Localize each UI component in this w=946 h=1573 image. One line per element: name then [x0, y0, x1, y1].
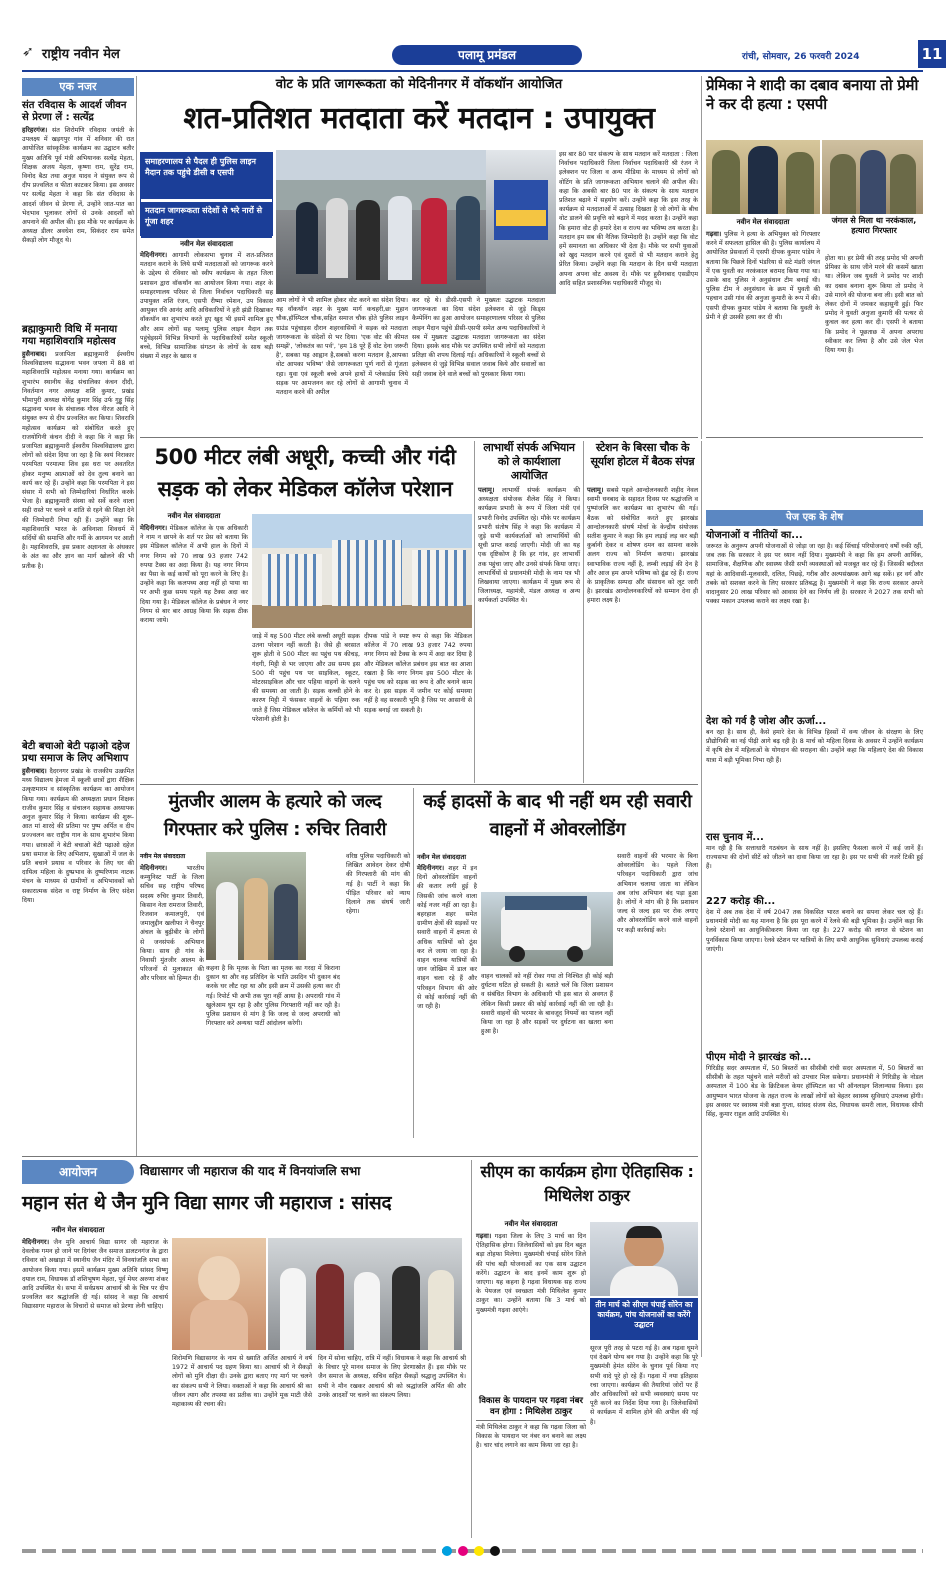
road-divider: [474, 441, 475, 783]
minister-photo: [590, 1222, 698, 1296]
rest-body-3: मान रही है कि सत्ताधारी गठबंधन के साथ नहीं है। इसलिए फैसला करने में कई जानें हैं। राज्यसभा की दोनों सीटें को जीतने का दावा किया जा रहा है। इस पर सभी की नजरें टिकी हुई हैं।: [706, 845, 923, 871]
murder-photo: [206, 852, 306, 960]
lead-headline: शत-प्रतिशत मतदाता करें मतदान : उपायुक्त: [183, 101, 655, 136]
overload-headline: कई हादसों के बाद भी नहीं थम रही सवारी वाहनों में ओवरलोडिंग: [423, 791, 692, 840]
section-label: पलामू प्रमंडल: [392, 45, 582, 65]
rest-body-5: गिरिडीह सदर अस्पताल में, 50 बिस्तरों का सीसीबी रांची सदर अस्पताल में, 50 बिस्तरों का सीसीबी के तहत पहुंचने वाले मरीजों को उपचार मिल सकेगा। प्रधानमंत्री ने गिरिडीह के नोडल अस्पताल में 100 बेड के क्रिटिकल केयर हॉस्पिटल का भी ऑनलाइन शिलान्यास किया। इस आयुष्मान भारत योजना के तहत राज्य के लाखों लोगों को बेहतर स्वास्थ्य सुविधाएं उपलब्ध होंगी। इस अवसर पर स्वास्थ्य मंत्री बन्ना गुप्ता, सांसद संजय सेठ, विधायक समरी लाल, विधायक सीपी सिंह, कुमार राहुल आदि उपस्थित थे।: [706, 1065, 923, 1119]
murder-col-3: वरिष्ठ पुलिस पदाधिकारी को लिखित आवेदन देकर दोषी की गिरफ्तारी की मांग की गई है। पार्टी ने कहा कि पीड़ित परिवार को न्याय दिलाने तक संघर्ष जारी रहेगा।: [346, 853, 410, 916]
labharthi-divider: [583, 441, 584, 783]
page-one-rest: [706, 510, 923, 1400]
print-registration-bar: [22, 1546, 923, 1556]
murder-col-1: मेदिनीनगर। भारतीय कम्युनिस्ट पार्टी के जिला सचिव सह राष्ट्रीय परिषद सदस्य रुचिर कुमार तिवारी, किसान नेता रामराज तिवारी, रिजवान कमालपुरी, एवं जमालुद्दीन खलीफा ने चैनपुर अंचल के बुढ़ीबीर के लोगों से जनसंपर्क अभियान किया। साथ ही गांव के निवासी मुंतजीर आलम के परिजनों से मुलाकात की और परिवार को हिम्मत दी।: [140, 864, 204, 983]
rest-headline-2: देश को गर्व है जोश और ऊर्जा...: [706, 716, 827, 727]
aayojan-col-3: दिन में सोना चाहिए, रात्रि में नहीं। विधायक ने कहा कि आचार्य श्री के विचार पूरे मानव समाज के लिए प्रेरणास्रोत हैं। इस मौके पर जैन समाज के अध्यक्ष, सचिव सहित सैकड़ों श्रद्धालु उपस्थित थे। सभी ने मौन रखकर आचार्य श्री को श्रद्धांजलि अर्पित की और उनके आदर्शों पर चलने का संकल्प लिया।: [318, 1355, 466, 1399]
overloaded-vehicle-photo: [481, 892, 613, 966]
lead-col-4: इस बार 80 पार संकल्प के साथ मतदान करें मतदाता : जिला निर्वाचन पदाधिकारी जिला निर्वाचन पदाधिकारी श्री रंजन ने इलेक्शन पर जिला व अन्य मीडिया के माध्यम से लोगों को वोटिंग के प्रति जागरूकता अभियान चलाने की अपील की। कहा कि अबकी बार 80 पार के संकल्प के साथ मतदान प्रतिशत बढ़ाने में सहयोग करें। उन्होंने कहा कि इस तरह के कार्यक्रम से मतदाताओं में उत्साह दिखता है जो लोगों के बीच वोट डालने की प्रवृत्ति को बढ़ाने में मदद करता है। उन्होंने कहा कि हमारा वोट ही हमारे देश व राज्य का भविष्य तय करता है। मतदान हम सब की नैतिक जिम्मेदारी है। उन्होंने कहा कि वोट हमें समानता का अधिकार भी देता है। मौके पर सभी युवाओं को खुद मतदान करने एवं दूसरों से भी मतदान कराने हेतु प्रेरित किया। उन्होंने कहा कि मतदान के दिन सभी मतदाता अपना अपना वोट अवश्य दें। मौके पर हुसैनाबाद एसडीएम आदि सहित प्रशासनिक पदाधिकारी मौजूद थे।: [559, 151, 698, 287]
road-col-1: मेदिनीनगर। मेडिकल कॉलेज के एक अधिकारी ने नाम न छापने के शर्त पर प्रेस को बताया कि इस मेडिकल कॉलेज में अभी हाल के दिनों में नगर निगम को 70 लाख 93 हजार 742 रुपया टैक्स का अदा किया है। यह नगर निगम का पैसा के कई कार्यों को पूरा करने के लिए है। उन्होंने कहा कि कलपथ्य अदा नहीं हो पाया था पर अभी कुछ समय पहले यह टैक्स अदा कर दिया गया है। मेडिकल कॉलेज के प्रबंधन ने नगर निगम से बार बार आग्रह किया कि सड़क ठीक कराया जाये।: [140, 524, 248, 625]
sidebar-headline-1: संत रविदास के आदर्श जीवन से प्रेरणा लें : सत्येंद्र: [22, 100, 127, 123]
overload-col-3: सवारी वाहनों की भरमार के बिना ओवरलोडिंग के। पहले जिला परिवहन पदाधिकारी द्वारा जांच अभियान चलाया जाता था लेकिन अब जांच अभियान बंद पड़ा हुआ है। लोगों ने मांग की है कि प्रशासन जल्द से जल्द इस पर रोक लगाए और ओवरलोडिंग करने वाले वाहनों पर कड़ी कार्रवाई करे।: [617, 853, 698, 934]
page-one-rest-divider: [701, 441, 702, 1357]
right-story-caption: जंगल से मिला था नरकंकाल, हत्यारा गिरफ्तार: [831, 216, 917, 235]
right-story-col-2: होता था। हर प्रेमी की तरह प्रमोद भी अपनी प्रेमिका के साथ जीने मरने की कसमें खाता था। लेकिन जब युवती ने प्रमोद पर शादी का दबाव बनाना शुरू किया तो प्रमोद ने उसे मारने की योजना बना ली। इसी बात को लेकर दोनों में जमकर कहासुनी हुई। फिर प्रमोद ने युवती अनुजा कुमारी की पत्थर से कुचल कर हत्या कर दी। एसपी ने बताया कि प्रमोद ने पूछताछ में अपना अपराध स्वीकार कर लिया है और उसे जेल भेज दिया गया है।: [825, 255, 924, 355]
dateline: रांची, सोमवार, 26 फरवरी 2024: [742, 52, 860, 62]
lead-right-divider: [701, 76, 702, 439]
road-headline: 500 मीटर लंबी अधूरी, कच्ची और गंदी सड़क को लेकर मेडिकल कॉलेज परेशान: [154, 445, 456, 501]
aayojan-label: आयोजन: [22, 1160, 134, 1184]
sidebar-body-2: हुसैनाबाद। प्रजापिता ब्रह्माकुमारी ईश्वरीय विश्वविद्यालय सद्भावना भवन जपला में 88 वां महाशिवरात्रि महोत्सव मनाया गया। कार्यक्रम का शुभारंभ स्थानीय केंद्र संचालिका कंचन दीदी, निवर्तमान नगर अध्यक्ष शशि कुमार, प्रखंड भीमापुरी अध्यक्ष योगेंद्र कुमार सिंह उर्फ गुड्डू सिंह सद्भावना भवन के संचालक गौरव नीरज आदि ने संयुक्त रूप से दीप प्रज्वलित कर किया। शिवरात्रि महोत्सव कार्यक्रम को संबोधित करते हुए राजयोगिनी कंचन दीदी ने कहा कि ने कहा कि प्रजापिता ब्रह्माकुमारी ईश्वरीय विश्वविद्यालय द्वारा लोगों को संदेश दिया जा रहा है कि स्वयं निराकार परमपिता परमात्मा शिव इस धरा पर अवतरित होकर मनुष्य आत्माओं को देव तुल्य बनाने का कार्य कर रहे हैं। उन्होंने कहा कि परमपिता ने इस संसार में सभी को जिम्मेदारियां निर्धारित करके भेजा है। ब्रह्माकुमारी संस्था को सर्वे करने वाला सही रास्ते पर चलने व शांति से रहने की शिक्षा देने की जिम्मेदारी निभा रही हैं। उन्होंने कहा कि महाशिवरात्रि भारत के अविनाशा शिवधर्म में सर्दियों की समाप्ति और गर्मी के आगमन पर आती है। महाशिवरात्रि, इस प्रकार अज्ञानता के अंधकार के अंत का और ज्ञान का मार्ग खोलने की भी प्रतीक है।: [22, 350, 134, 570]
brand-logo: [22, 42, 172, 64]
lead-bottom-rule: [140, 437, 698, 438]
masthead-rule: [22, 70, 923, 72]
station-body: पलामू। सबसे पहले आन्दोलनकारी शहीद नेवल स्वामी धनबाद के सहादत दिवस पर श्रद्धांजलि व पुष्पांजलि कर कार्यक्रम का शुभारंभ की गई। बैठक को संबोधित करते हुए झारखंड आन्दोलनकारी संघर्ष मोर्चा के केन्द्रीय संयोजक सतीश कुमार ने कहा कि हम लड़ाई लड़ कर बड़ी कुर्बानी देकर व शोषण दमन का सामना करके अलग राज्य को निर्माण कराया। झारखंड स्वाभाविक राज्य नहीं है, लम्बी लड़ाई की देन है और आज हम अपने भविष्य को ढूंढ रहे हैं। राज्य के प्राकृतिक सम्पदा और संसाधन को लूट जारी है। झारखंड आन्दोलनकारियों को सम्मान देना ही हमारा लक्ष्य है।: [587, 486, 698, 605]
overload-byline: नवीन मेल संवाददाता: [417, 853, 466, 861]
rest-headline-1: योजनाओं व नीतियों का...: [706, 530, 803, 541]
page-one-rest-header: पेज एक के शेष: [706, 510, 923, 526]
right-story-byline: नवीन मेल संवाददाता: [736, 218, 790, 226]
aayojan-byline: नवीन मेल संवाददाता: [51, 1226, 105, 1234]
cm-box: [476, 1396, 586, 1532]
sidebar-body-3: हुसैनाबाद। दैदरनगर प्रखंड के राजकीय उत्क्रमित मध्य विद्यालय हेमजा में स्कूली छात्रों द्वारा शैक्षिक उत्कृष्टमारम व सांस्कृतिक कार्यक्रम का आयोजन किया गया। कार्यक्रम की अध्यक्षता प्रधान शिक्षक राजीव कुमार सिंह व संचालन सहायक अध्यापक अनुज कुमार सिंह ने किया। कार्यक्रम की शुरू-आत मां शारदे की प्रतिमा पर पुष्प अर्पित व दीप प्रज्ज्वलन कर राष्ट्रीय गान के साथ शुभारंभ किया गया। छात्राओं ने बेटी बचाओ बेटी पढ़ाओ दहेज प्रथा समाज के लिए अभिशाप, सुखाओं में जल के प्रति बचाने प्रयास व परिवार के लिए घर की दायित्व महिला के दुष्प्रभाव के दुष्परिणाम नाटक मंचन के माध्यम से ग्रामीणों व अभिभावकों को सकारात्मक संदेश व राष्ट्र निर्माण के लिए संदेश दिया।: [22, 767, 134, 904]
labharthi-body: पलामू। लाभार्थी संपर्क कार्यक्रम की अध्यक्षता संयोजक शैलेश सिंह ने किया। कार्यक्रम प्रभारी के रूप में जिला मंत्री एवं प्रभारी विनोद उपस्थित रहे। मौके पर कार्यक्रम प्रभारी संतोष सिंह ने कहा कि कार्यक्रम में जुड़े सभी कार्यकर्ताओं को लाभार्थियों की सूची प्राप्त कराई जाएगी। मोदी जी का यह एक दृष्टिकोण है कि हर गांव, हर लाभार्थी तक पहुंचा जाए और उनसे संपर्क किया जाए। लाभार्थियों से प्रधानमंत्री मोदी के नाम पत्र भी लिखवाया जाएगा। कार्यक्रम में मुख्य रूप से जिलाध्यक्ष, महामंत्री, मंडल अध्यक्ष व अन्य कार्यकर्ता उपस्थित थे।: [478, 486, 580, 605]
right-story-rule: [706, 437, 923, 438]
aayojan-portrait-photo: [172, 1238, 266, 1350]
row2-rule: [140, 784, 698, 785]
aayojan-col-2: शिरोमणि विद्यासागर के नाम से ख्याति अर्जित आचार्य ने वर्ष 1972 में आचार्य पद ग्रहण किया था। आचार्य श्री ने सैकड़ों लोगों को मुनि दीक्षा दी। उनके द्वारा बताए गए मार्ग पर चलने का संकल्प सभी ने लिया। वक्ताओं ने कहा कि आचार्य श्री का जीवन त्याग और तपस्या का प्रतीक था। उन्होंने मूक माटी जैसे महाकाव्य की रचना की।: [172, 1355, 312, 1409]
sidebar-ek-nazar: [22, 78, 134, 1152]
cm-box-body: मंत्री मिथिलेश ठाकुर ने कहा कि गढ़वा जिला को विकास के पायदान पर नंबर वन बनाने का लक्ष्य है। चार चांद लगाने का काम किया जा रहा है।: [476, 1424, 586, 1450]
cm-box-title: विकास के पायदान पर गढ़वा नंबर वन होगा : मिथिलेश ठाकुर: [476, 1396, 586, 1421]
sidebar-headline-2: ब्रह्माकुमारी विधि में मनाया गया महाशिवरात्रि महोत्सव: [22, 324, 118, 347]
rest-headline-5: पीएम मोदी ने झारखंड को...: [706, 1052, 812, 1063]
page-number: 11: [918, 40, 946, 68]
station-headline: स्टेशन के बिरसा चौक के सूर्याश होटल में बैठक संपन्न: [590, 441, 695, 468]
lead-col-2: आम लोगों ने भी शामिल होकर वोट करने का संदेश दिया। यह वॉकथॉन शहर के मुख्य मार्ग कचहरी,छः मुहान चौक,हॉस्पिटल चौक,सहित समाज चौक होते पुलिस लाइन ग्राउंड पहुंचाइस दौरान शहरवासियों ने सड़क को मतदाता जागरूकता के संदेशों से भर दिया। 'एक वोट की कीमत समझें', 'लोकतंत्र का पर्व', 'हम 18 पूरे हैं वोट देना जरूरी है', सबका यह आह्वान है,सबको करना मतदान है,आपका वोट आपका भविष्य' जैसे जागरूकता पूर्ण नारों से गूंजता रहा। युवा एवं स्कूली बच्चे अपने हाथों में प्लेकार्डस लिये सड़क पर आमजनन कर रहे लोगों से आगामी चुनाव में मतदान करने की अपील: [276, 297, 408, 397]
road-col-2: जाड़े में यह 500 मीटर लंबे कच्ची अधूरी सड़क उतना परेशान नहीं करती है। जैसे ही बरसात शुरू होती वे 500 मीटर का पहुंच पथ कीचड़, गंदगी, मिट्टी से भर जाएगा और उस समय इस 500 मी पहुंच पथ पर साइकिल, स्कूटर, मोटरसाइकिल और चार पहिया वाहनों के चलने की समस्या आ जाती है। सड़क कच्ची होने के कारण मिट्टी में फंसकर वाहनों के पहिया रुक जाते हैं जिस मेडिकल कॉलेज के कर्मियों को भी परेशानी होती है।: [252, 633, 360, 723]
overload-col-1: मेदिनीनगर। शहर में इन दिनों ओवरलोडिंग वाहनों की कतार लगी हुई है जिसकी जांच करने वाला कोई नजर नहीं आ रहा है। बहरहाल शहर समेत ग्रामीण क्षेत्रों की सड़कों पर सवारी वाहनों में क्षमता से अधिक यात्रियों को ठूंस कर ले जाया जा रहा है। वाहन चालक यात्रियों की जान जोखिम में डाल कर वाहन चला रहे हैं और परिवहन विभाग की ओर से कोई कार्रवाई नहीं की जा रही है।: [417, 864, 477, 1011]
minister-caption: तीन मार्च को सीएम चंपाई सोरेन का कार्यक्रम, पांच योजनाओं का करेंगे उद्घाटन: [590, 1298, 698, 1340]
walkathon-photo-2: [486, 150, 556, 294]
labharthi-headline: लाभार्थी संपर्क अभियान को ले कार्यशाला आयोजित: [483, 441, 575, 482]
right-story-col-1: गढ़वा। पुलिस ने हत्या के अभियुक्त को गिरफ्तार करने में सफलता हासिल की है। पुलिस कार्यालय में आयोजित प्रेसवार्ता में एसपी दीपक कुमार पांडेय ने बताया कि पिछले दिनों भंडरिया से सटे मंडरी जंगल में एक युवती का नरकंकाल बरामद किया गया था। उसके बाद पुलिस ने अनुसंधान टीम बनाई थी। पुलिस टीम ने अनुसंधान के क्रम में युवती की पहचान उसी गांव की अनुजा कुमारी के रूप में की। एसपी दीपक कुमार पांडेय ने बताया कि युवती के प्रेमी ने ही उसकी हत्या कर दी थी।: [706, 230, 820, 321]
lead-subhead-1: समाहरणालय से पैदल ही पुलिस लाइन मैदान तक पहुंचे डीसी व एसपी: [141, 153, 272, 199]
rest-body-1: जरूरत के अनुरूप अपनी योजनाओं से जोड़ा जा रहा है। कई सिंचाई परियोजनाएं वर्षों रुकी रहीं, जब तक कि सरकार ने इस पर ध्यान नहीं दिया। मुख्यमंत्री ने कहा कि हम अपनी आर्थिक, सामाजिक, शैक्षणिक और स्वास्थ्य जैसी सभी व्यवस्थाओं को मजबूत कर रहे हैं। जिसकी बदौलत यहां के आदिवासी-मूलवासी, दलित, पिछड़े, गरीब और अल्पसंख्यक आगे बढ़ सकें। हर वर्ग और तबके को सशक्त करने के लिए सरकार प्रतिबद्ध है। मुख्यमंत्री ने कहा कि राज्य सरकार अपने वादानुसार 20 लाख परिवार को आवास देने का निर्णय ली है। सरकार ने 2027 तक सभी को पक्का मकान उपलब्ध कराने का लक्ष्य रखा है।: [706, 543, 923, 606]
aayojan-headline: महान संत थे जैन मुनि विद्या सागर जी महाराज : सांसद: [22, 1192, 392, 1214]
rest-body-2: बन रहा है। साथ ही, कैसे हमारे देश के विभिन्न हिस्सों में वन्य जीवन के संरक्षण के लिए प्रौद्योगिकी का नई पीढ़ी आगे बढ़ रही है। 8 मार्च को महिला दिवस के अवसर में उन्होंने कार्यक्रम में कृषि क्षेत्र में महिलाओं के योगदान की सराहना की। उन्होंने कहा कि महिलाएं देश की विकास यात्रा में बड़ी भूमिका निभा रही हैं।: [706, 729, 923, 764]
medical-college-photo: [252, 514, 472, 628]
masthead: [22, 40, 943, 68]
aayojan-col-1: मेदिनीनगर। जैन मुनि आचार्य विद्या सागर जी महाराज के देवलोक गमन हो जाने पर दिगंबर जैन समाज डालटनगंज के द्वारा रविवार को अखाड़ा में स्थानीय जैन मंदिर में विनयांजलि सभा का आयोजन किया गया। इसमें कार्यक्रम मुख्य अतिथि सांसद विष्णु दयाल राम, विधायक डॉ शशिभूषण मेहता, पूर्व मेयर अरुणा शंकर आदि उपस्थित थे। सभा में सर्वप्रथम आचार्य श्री के चित्र पर दीप प्रज्वलित कर श्रद्धांजलि दी गई। सांसद ने कहा कि आचार्य विद्यासागर महाराज के विचारों से समाज को प्रेरणा लेनी चाहिए।: [22, 1238, 168, 1311]
murder-byline: नवीन मेल संवाददाता: [140, 853, 186, 860]
sidebar-divider: [136, 76, 137, 1156]
accused-photo: [822, 140, 923, 214]
cm-col-1: गढ़वा। गढ़वा जिला के लिए 3 मार्च का दिन ऐतिहासिक होगा। जिलेवासियों को इस दिन बहुत बड़ा तोहफा मिलेगा। मुख्यमंत्री चंपाई सोरेन जिले की पांच बड़ी योजनाओं का एक साथ उद्घाटन करेंगे। उद्घाटन के बाद इनमें काम शुरू हो जाएगा। यह कहना है गढ़वा विधायक सह राज्य के पेयजल एवं स्वच्छता मंत्री मिथिलेश कुमार ठाकुर का। उन्होंने बताया कि 3 मार्च को मुख्यमंत्री गढ़वा आएंगे।: [476, 1232, 586, 1314]
right-story-headline: प्रेमिका ने शादी का दबाव बनाया तो प्रेमी ने कर दी हत्या : एसपी: [706, 76, 919, 113]
cm-byline: नवीन मेल संवाददाता: [504, 1220, 558, 1228]
murder-col-2: कहना है कि मृतक के पिता का मृतक का गरदा में किराना दुकान था और वह प्रतिदिन के भांति उसदिन भी दुकान बंद करके घर लौट रहा था और इसी क्रम में उसकी हत्या कर दी गई। रिपोर्ट भी अभी तक पूरा नहीं आया है। अपराधी गांव में खुलेआम घूम रहा है और पुलिस गिरफ्तारी नहीं कर रही है। पुलिस प्रशासन से मांग है कि जल्द से जल्द अपराधी को गिरफ्तार करे अन्यथा पार्टी आंदोलन करेगी।: [206, 965, 340, 1028]
police-press-photo: [706, 140, 820, 214]
lead-subhead-2: मतदान जागरूकता संदेशों से भरे नारों से गूंजा शहर: [141, 202, 272, 238]
aayojan-kicker: विद्यासागर जी महाराज की याद में विनयांजलि सभा: [140, 1164, 361, 1178]
lead-col-3: कर रहे थे। डीसी-एसपी ने मुख्यतः उद्घाटक मतदाता जागरूकता का दिया संदेश इलेक्शन से जुड़े किड्स कैम्पेनिंग का हुआ आयोजन समाहरणालय परिसर से पुलिस लाइन मैदान पहुंचे डीसी-एसपी समेत अन्य पदाधिकारियों ने सब में मुख्यतः उद्घाटक मतदाता जागरूकता का संदेश दिया। इसके बाद मौके पर उपस्थित सभी लोगों को मतदाता प्रतिज्ञा की शपथ दिलाई गई। अधिकारियों ने स्कूली बच्चों से इलेक्शन से जुड़े विभिन्न सवाल जवाब किये और सवालों का सही जवाब देने वाले बच्चों को पुरस्कार किया गया।: [412, 297, 545, 378]
brand-name: राष्ट्रीय नवीन मेल: [42, 47, 120, 62]
lead-byline: नवीन मेल संवाददाता: [180, 240, 233, 248]
murder-divider: [413, 788, 414, 1138]
overload-col-2: वाहन चालकों को नहीं रोका गया तो निश्चित ही कोई बड़ी दुर्घटना घटित हो सकती है। बताते चलें कि जिला प्रशासन व संबंधित विभाग के अधिकारी भी इस बात से अवगत हैं लेकिन किसी प्रकार की कोई कार्रवाई नहीं की जा रही है। सवारी वाहनों की भरमार के बावजूद नियमों का पालन नहीं किया जा रहा है और सड़कों पर दुर्घटना का खतरा बना हुआ है।: [481, 973, 613, 1036]
lead-col-1: मेदिनीनगर। आगामी लोकसभा चुनाव में शत-प्रतिशत मतदान कराने के लिये सभी मतदाताओं को जागरूक करने के उद्देश्य से रविवार को स्वीप कार्यक्रम के तहत जिला प्रशासन द्वारा वॉकथॉन का आयोजन किया गया। शहर के समाहरणालय परिसर से जिला निर्वाचन पदाधिकारी सह उपायुक्त शशि रंजन, एसपी रीष्मा रमेशन, उप विकास आयुक्त रवि आनंद आदि अधिकारियों ने हरी झंडी दिखाकर वॉकथॉन का शुभारंभ करते हुए खुद भी इसमें शामिल हुए और आम लोगों सह पलामू पुलिस लाइन मैदान तक पहुंचेइसमें विभिन्न विभागों के पदाधिकारियों समेत स्कूली बच्चे, विभिन्न सामाजिक संगठन के लोगों के साथ बड़ी संख्या में शहर के खास व: [140, 251, 273, 361]
lead-kicker: वोट के प्रति जागरूकता को मेदिनीनगर में वॉकथॉन आयोजित: [275, 77, 563, 92]
rest-body-4: देश में अब तक देश में वर्ष 2047 तक विकसित भारत बनाने का सपना लेकर चल रहे हैं। प्रधानमंत्री मोदी का यह मानना है कि इस पूरा करने में रेलवे की बड़ी भूमिका है। उन्होंने कहा कि रेलवे स्टेशनों का आधुनिकीकरण किया जा रहा है। 227 करोड़ की लागत से स्टेशन का पुनर्विकास किया जाएगा। रेलवे स्टेशन पर यात्रियों के लिए सभी आधुनिक सुविधाएं उपलब्ध कराई जाएंगी।: [706, 909, 923, 953]
sidebar-header: एक नजर: [22, 78, 134, 96]
cm-headline: सीएम का कार्यक्रम होगा ऐतिहासिक : मिथिलेश ठाकुर: [480, 1162, 694, 1205]
cm-col-2: सूरज पूरी तरह से पटरा गई है। अब गढ़वा घूमने एवं देखने योग्य बन गया है। उन्होंने कहा कि पूरे मुख्यमंत्री हेमंत सोरेन के चुनाव पूर्व किया गए सभी वादे पूरे हो रहे हैं। गढ़वा में नया इतिहास रचा जाएगा। कार्यक्रम की तैयारियां जोरों पर हैं और अधिकारियों को सभी व्यवस्थाएं समय पर पूरी करने का निर्देश दिया गया है। जिलेवासियों से कार्यक्रम में शामिल होने की अपील की गई है।: [590, 1345, 698, 1426]
sidebar-headline-3: बेटी बचाओ बेटी पढ़ाओ दहेज प्रथा समाज के लिए अभिशाप: [22, 741, 130, 764]
sidebar-body-1: हरिहरगंज। संत शिरोमणि रविदास जयंती के उपलक्ष्य में खड़गपुर गांव में शनिवार की रात आयोजित सांस्कृतिक कार्यक्रम का उद्घाटन बतौर मुख्य अतिथि पूर्व मंत्री अभियानक सत्येंद्र मेहता, शिक्षक अजय मेहता, कृष्णा राम, सुरेंद्र राम, विनोद बैठा तथा अनुज यादव ने संयुक्त रूप से दीप प्रज्वलित व फीता काटकर किया। इस अवसर पर सत्येंद्र मेहता ने कहा कि संत रविदास के आदर्श जीवन से प्रेरणा लें, उन्होंने जात-पात का भेदभाव भुलाकर लोगों से उनके आदर्शों को अपनाने की अपील की। इस मौके पर कार्यक्रम के अध्यक्ष डीलर अवधेश राम, सिकंदर राम समेत सैकड़ों लोग मौजूद थे।: [22, 126, 134, 245]
aayojan-event-photo: [268, 1238, 462, 1350]
road-col-3: दीपक पांडे ने स्पष्ट रूप से कहा कि मेडिकल कॉलेज में 70 लाख 93 हजार 742 रुपया नगर निगम को टैक्स के रूप में अदा कर दिया है और मेडिकल कॉलेज प्रबंधन इस बात का आशा रखता है कि नगर निगम इस 500 मीटर के पहुंच पथ को सड़क का रूप दे और बनाने काम कर दे। इस सड़क में जमीन पर कोई समस्या नहीं है वह सरकारी भूमि है जिस पर आसानी से सड़क बनाई जा सकती है।: [364, 633, 472, 714]
road-byline: नवीन मेल संवाददाता: [167, 512, 221, 520]
row3-rule: [22, 1156, 698, 1157]
murder-headline: मुंतजीर आलम के हत्यारे को जल्द गिरफ्तार करे पुलिस : रुचिर तिवारी: [163, 791, 387, 840]
brand-bird-icon: ➶: [22, 44, 34, 60]
lead-subhead-box: [140, 152, 273, 236]
rest-headline-3: रास चुनाव में...: [706, 832, 764, 843]
aayojan-divider: [471, 1160, 472, 1538]
rest-headline-4: 227 करोड़ की...: [706, 896, 776, 907]
